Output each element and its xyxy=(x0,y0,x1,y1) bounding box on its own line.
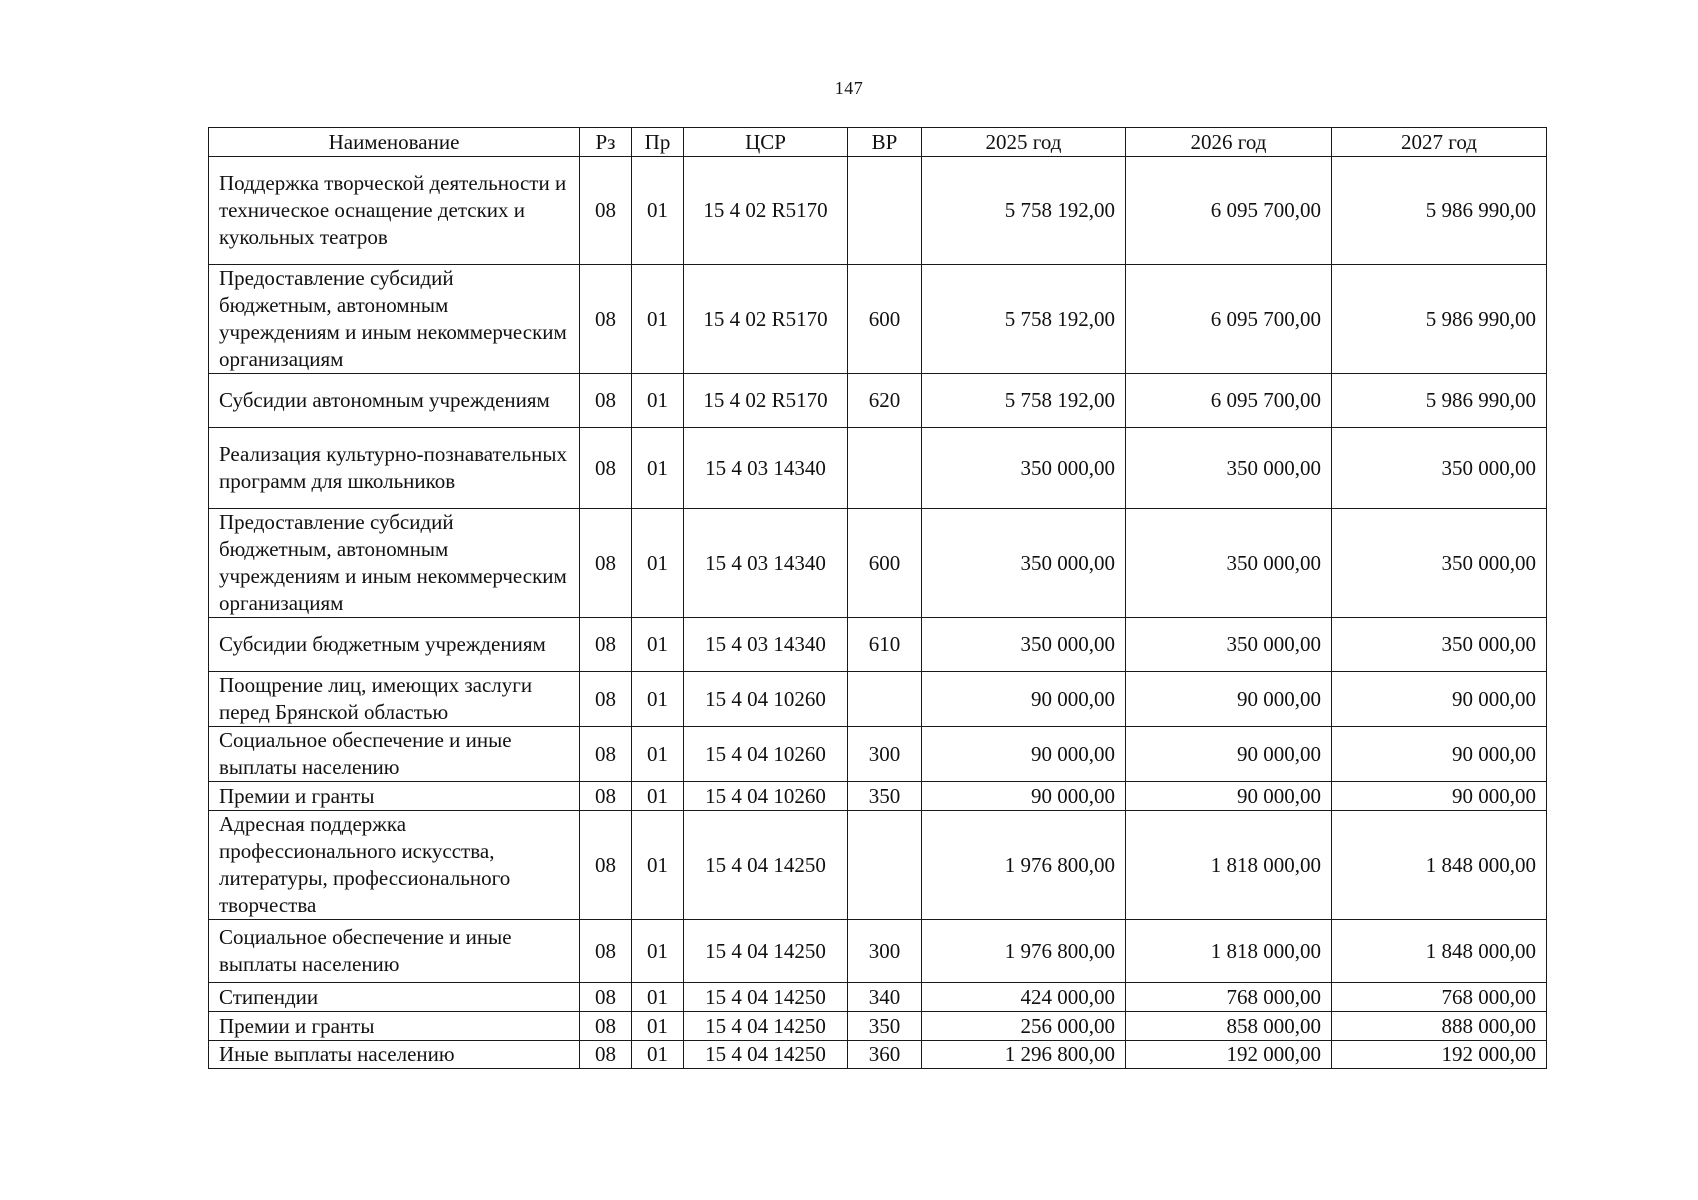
row-name-cell: Поощрение лиц, имеющих заслуги перед Брянской областью xyxy=(209,672,580,727)
row-rz-cell: 08 xyxy=(580,374,632,428)
row-rz-cell: 08 xyxy=(580,920,632,983)
row-rz-cell: 08 xyxy=(580,157,632,265)
row-csr-cell: 15 4 04 14250 xyxy=(684,1041,848,1069)
header-2026: 2026 год xyxy=(1126,128,1332,157)
row-2025-cell: 5 758 192,00 xyxy=(922,157,1126,265)
row-2027-cell: 768 000,00 xyxy=(1332,983,1547,1012)
header-name: Наименование xyxy=(209,128,580,157)
row-2027-cell: 5 986 990,00 xyxy=(1332,374,1547,428)
row-2026-cell: 6 095 700,00 xyxy=(1126,265,1332,374)
row-name-cell: Иные выплаты населению xyxy=(209,1041,580,1069)
row-name-cell: Социальное обеспечение и иные выплаты населению xyxy=(209,920,580,983)
budget-table xyxy=(208,127,1547,1069)
row-csr-cell: 15 4 02 R5170 xyxy=(684,265,848,374)
row-2025-cell: 424 000,00 xyxy=(922,983,1126,1012)
row-vr-cell xyxy=(848,157,922,265)
row-2027-cell: 1 848 000,00 xyxy=(1332,811,1547,920)
row-pr-cell: 01 xyxy=(632,265,684,374)
row-pr-cell: 01 xyxy=(632,618,684,672)
row-vr-cell: 600 xyxy=(848,509,922,618)
row-2026-cell: 192 000,00 xyxy=(1126,1041,1332,1069)
header-vr: ВР xyxy=(848,128,922,157)
row-name-cell: Социальное обеспечение и иные выплаты населению xyxy=(209,727,580,782)
row-name-cell: Субсидии автономным учреждениям xyxy=(209,374,580,428)
row-rz-cell: 08 xyxy=(580,1041,632,1069)
row-2025-cell: 1 976 800,00 xyxy=(922,920,1126,983)
row-name-cell: Предоставление субсидий бюджетным, автономным учреждениям и иным некоммерческим организациям xyxy=(209,265,580,374)
header-csr: ЦСР xyxy=(684,128,848,157)
table-row xyxy=(209,265,1547,374)
row-csr-cell: 15 4 04 10260 xyxy=(684,672,848,727)
row-name-cell: Стипендии xyxy=(209,983,580,1012)
row-2025-cell: 350 000,00 xyxy=(922,509,1126,618)
row-csr-cell: 15 4 02 R5170 xyxy=(684,374,848,428)
row-2026-cell: 350 000,00 xyxy=(1126,428,1332,509)
row-name-cell: Премии и гранты xyxy=(209,782,580,811)
row-2026-cell: 350 000,00 xyxy=(1126,618,1332,672)
table-row xyxy=(209,428,1547,509)
row-2027-cell: 5 986 990,00 xyxy=(1332,265,1547,374)
row-vr-cell xyxy=(848,672,922,727)
table-row xyxy=(209,509,1547,618)
row-2026-cell: 350 000,00 xyxy=(1126,509,1332,618)
row-2025-cell: 90 000,00 xyxy=(922,727,1126,782)
row-name-cell: Поддержка творческой деятельности и техническое оснащение детских и кукольных театров xyxy=(209,157,580,265)
row-csr-cell: 15 4 04 10260 xyxy=(684,727,848,782)
row-2025-cell: 1 296 800,00 xyxy=(922,1041,1126,1069)
table-row xyxy=(209,157,1547,265)
row-2026-cell: 90 000,00 xyxy=(1126,727,1332,782)
row-vr-cell: 360 xyxy=(848,1041,922,1069)
row-vr-cell: 610 xyxy=(848,618,922,672)
row-2026-cell: 768 000,00 xyxy=(1126,983,1332,1012)
row-pr-cell: 01 xyxy=(632,157,684,265)
row-csr-cell: 15 4 03 14340 xyxy=(684,428,848,509)
row-2027-cell: 90 000,00 xyxy=(1332,727,1547,782)
row-2026-cell: 90 000,00 xyxy=(1126,672,1332,727)
row-csr-cell: 15 4 04 14250 xyxy=(684,811,848,920)
row-csr-cell: 15 4 04 14250 xyxy=(684,1012,848,1041)
row-2026-cell: 6 095 700,00 xyxy=(1126,374,1332,428)
row-vr-cell: 620 xyxy=(848,374,922,428)
row-vr-cell: 340 xyxy=(848,983,922,1012)
row-2026-cell: 858 000,00 xyxy=(1126,1012,1332,1041)
table-row xyxy=(209,618,1547,672)
row-name-cell: Субсидии бюджетным учреждениям xyxy=(209,618,580,672)
row-pr-cell: 01 xyxy=(632,374,684,428)
row-name-cell: Адресная поддержка профессионального искусства, литературы, профессионального творчества xyxy=(209,811,580,920)
row-rz-cell: 08 xyxy=(580,1012,632,1041)
table-row xyxy=(209,1041,1547,1069)
table-row xyxy=(209,920,1547,983)
row-pr-cell: 01 xyxy=(632,983,684,1012)
row-2027-cell: 350 000,00 xyxy=(1332,428,1547,509)
table-row xyxy=(209,727,1547,782)
table-row xyxy=(209,374,1547,428)
row-pr-cell: 01 xyxy=(632,1041,684,1069)
row-2027-cell: 350 000,00 xyxy=(1332,509,1547,618)
row-2025-cell: 90 000,00 xyxy=(922,672,1126,727)
row-rz-cell: 08 xyxy=(580,618,632,672)
row-name-cell: Предоставление субсидий бюджетным, автономным учреждениям и иным некоммерческим организациям xyxy=(209,509,580,618)
table-row xyxy=(209,811,1547,920)
row-pr-cell: 01 xyxy=(632,782,684,811)
header-pr: Пр xyxy=(632,128,684,157)
row-2027-cell: 888 000,00 xyxy=(1332,1012,1547,1041)
row-rz-cell: 08 xyxy=(580,782,632,811)
row-pr-cell: 01 xyxy=(632,811,684,920)
header-2027: 2027 год xyxy=(1332,128,1547,157)
row-rz-cell: 08 xyxy=(580,811,632,920)
row-csr-cell: 15 4 04 14250 xyxy=(684,983,848,1012)
row-pr-cell: 01 xyxy=(632,1012,684,1041)
row-vr-cell: 600 xyxy=(848,265,922,374)
row-name-cell: Реализация культурно-познавательных программ для школьников xyxy=(209,428,580,509)
table-body xyxy=(209,157,1547,1069)
row-2025-cell: 90 000,00 xyxy=(922,782,1126,811)
row-csr-cell: 15 4 03 14340 xyxy=(684,618,848,672)
row-rz-cell: 08 xyxy=(580,265,632,374)
table-header-row xyxy=(209,128,1547,157)
row-2025-cell: 5 758 192,00 xyxy=(922,374,1126,428)
row-vr-cell: 300 xyxy=(848,727,922,782)
header-2025: 2025 год xyxy=(922,128,1126,157)
row-vr-cell: 300 xyxy=(848,920,922,983)
row-vr-cell xyxy=(848,428,922,509)
row-2025-cell: 350 000,00 xyxy=(922,428,1126,509)
row-rz-cell: 08 xyxy=(580,983,632,1012)
row-2027-cell: 90 000,00 xyxy=(1332,672,1547,727)
row-2025-cell: 256 000,00 xyxy=(922,1012,1126,1041)
row-csr-cell: 15 4 03 14340 xyxy=(684,509,848,618)
row-vr-cell: 350 xyxy=(848,782,922,811)
row-rz-cell: 08 xyxy=(580,509,632,618)
row-pr-cell: 01 xyxy=(632,672,684,727)
row-2027-cell: 1 848 000,00 xyxy=(1332,920,1547,983)
page-number: 147 xyxy=(834,78,864,98)
row-pr-cell: 01 xyxy=(632,727,684,782)
row-2027-cell: 90 000,00 xyxy=(1332,782,1547,811)
row-2027-cell: 5 986 990,00 xyxy=(1332,157,1547,265)
row-vr-cell: 350 xyxy=(848,1012,922,1041)
row-csr-cell: 15 4 02 R5170 xyxy=(684,157,848,265)
row-2026-cell: 1 818 000,00 xyxy=(1126,920,1332,983)
row-2026-cell: 1 818 000,00 xyxy=(1126,811,1332,920)
row-2025-cell: 5 758 192,00 xyxy=(922,265,1126,374)
row-vr-cell xyxy=(848,811,922,920)
row-2026-cell: 6 095 700,00 xyxy=(1126,157,1332,265)
row-pr-cell: 01 xyxy=(632,509,684,618)
header-rz: Рз xyxy=(580,128,632,157)
row-2025-cell: 350 000,00 xyxy=(922,618,1126,672)
row-rz-cell: 08 xyxy=(580,727,632,782)
row-rz-cell: 08 xyxy=(580,428,632,509)
row-rz-cell: 08 xyxy=(580,672,632,727)
row-2026-cell: 90 000,00 xyxy=(1126,782,1332,811)
table-row xyxy=(209,983,1547,1012)
row-pr-cell: 01 xyxy=(632,428,684,509)
row-2025-cell: 1 976 800,00 xyxy=(922,811,1126,920)
row-2027-cell: 192 000,00 xyxy=(1332,1041,1547,1069)
row-pr-cell: 01 xyxy=(632,920,684,983)
table-row xyxy=(209,672,1547,727)
row-name-cell: Премии и гранты xyxy=(209,1012,580,1041)
table-row xyxy=(209,1012,1547,1041)
table-row xyxy=(209,782,1547,811)
row-csr-cell: 15 4 04 10260 xyxy=(684,782,848,811)
row-2027-cell: 350 000,00 xyxy=(1332,618,1547,672)
row-csr-cell: 15 4 04 14250 xyxy=(684,920,848,983)
